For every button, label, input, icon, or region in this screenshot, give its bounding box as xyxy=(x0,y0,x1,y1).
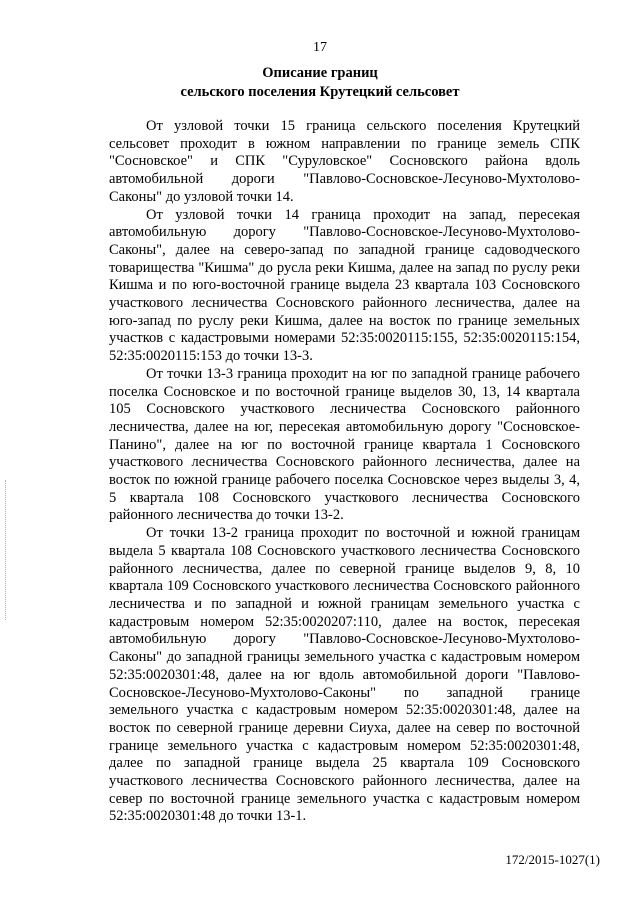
page-number: 17 xyxy=(313,40,327,55)
document-title xyxy=(0,64,640,102)
document-code: 172/2015-1027(1) xyxy=(505,852,600,867)
document-body xyxy=(109,118,580,826)
paragraph: От точки 13-2 граница проходит по восточной и южной границам выдела 5 квартала 108 Сосновского участкового лесничества Сосновского районного лесничества, далее по северной границе выделов 9, 8, 10 квартала 109 Сосновского участкового лесничества Сосновского районного лесничества и по западной и южной границам земельного участка с кадастровым номером 52:35:0020207:110, далее на восток, пересекая автомобильную дорогу "Павлово-Сосновское-Лесуново-Мухтолово-Саконы" до западной границы земельного участка с кадастровым номером 52:35:0020301:48, далее на юг вдоль автомобильной дороги "Павлово-Сосновское-Лесуново-Мухтолово-Саконы" по западной границе земельного участка с кадастровым номером 52:35:0020301:48, далее на восток по северной границе деревни Сиуха, далее на север по восточной границе земельного участка с кадастровым номером 52:35:0020301:48, далее по западной границе выдела 25 квартала 109 Сосновского участкового лесничества Сосновского районного лесничества, далее на север по восточной границе земельного участка с кадастровым номером 52:35:0020301:48 до точки 13-1. xyxy=(109,525,580,825)
paragraph: От узловой точки 15 граница сельского поселения Крутецкий сельсовет проходит в южном направлении по границе земель СПК "Сосновское" и СПК "Суруловское" Сосновского района вдоль автомобильной дороги "Павлово-Сосновское-Лесуново-Мухтолово-Саконы" до узловой точки 14. xyxy=(109,118,580,205)
title-line-2: сельского поселения Крутецкий сельсовет xyxy=(180,84,460,100)
scan-edge-marks xyxy=(5,480,8,620)
paragraph: От точки 13-3 граница проходит на юг по западной границе рабочего поселка Сосновское и по восточной границе выделов 30, 13, 14 квартала 105 Сосновского участкового лесничества Сосновского районного лесничества, далее на юг, пересекая автомобильную дорогу "Сосновское-Панино", далее на юг по восточной границе квартала 1 Сосновского участкового лесничества Сосновского районного лесничества, далее на восток по южной границе рабочего поселка Сосновское через выделы 3, 4, 5 квартала 108 Сосновского участкового лесничества Сосновского районного лесничества до точки 13-2. xyxy=(109,365,580,524)
title-line-1: Описание границ xyxy=(262,65,378,81)
paragraph: От узловой точки 14 граница проходит на запад, пересекая автомобильную дорогу "Павлово-Сосновское-Лесуново-Мухтолово-Саконы", далее на северо-запад по западной границе садоводческого товарищества "Кишма" до русла реки Кишма, далее на запад по руслу реки Кишма и по юго-восточной границе выдела 23 квартала 103 Сосновского участкового лесничества Сосновского районного лесничества, далее на юго-запад по руслу реки Кишма, далее на восток по границе земельных участков с кадастровыми номерами 52:35:0020115:155, 52:35:0020115:154, 52:35:0020115:153 до точки 13-3. xyxy=(109,206,580,365)
